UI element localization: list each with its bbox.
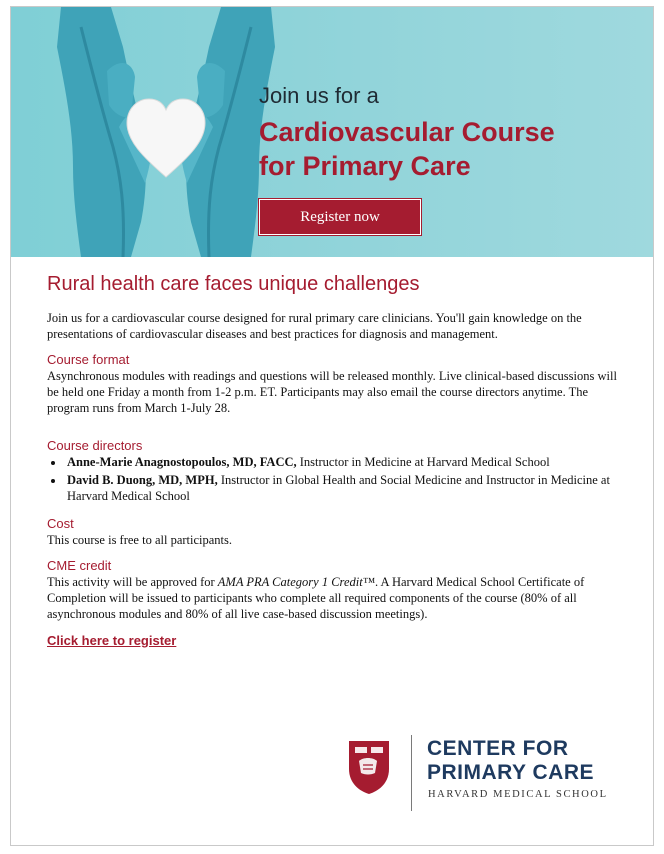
cost-body: This course is free to all participants. [47, 533, 233, 547]
cost-title: Cost [47, 516, 74, 531]
cme-body-post: . A Harvard Medical School Certificate of Completion will be issued to participants who complete all required components of the course (80% of all asynchronous modules and 80% of all live case-based discussion meetings). [47, 575, 585, 621]
cme-credit-name: AMA PRA Category 1 Credit™ [217, 575, 375, 589]
hero-title-line1: Cardiovascular Course [259, 117, 555, 147]
director-role: Instructor in Global Health and Social Medicine and Instructor in Medicine at Harvard Medical School [67, 473, 610, 503]
cme-body-pre: This activity will be approved for [47, 575, 218, 589]
hero-banner [11, 7, 653, 257]
director-name: Anne-Marie Anagnostopoulos, MD, FACC, [67, 455, 297, 469]
director-name: David B. Duong, MD, MPH, [67, 473, 218, 487]
register-now-button[interactable]: Register now [259, 199, 421, 235]
course-directors-title: Course directors [47, 438, 143, 453]
director-role: Instructor in Medicine at Harvard Medical School [296, 455, 550, 469]
intro-paragraph: Join us for a cardiovascular course designed for rural primary care clinicians. You'll gain knowledge on the presentations of cardiovascular diseases and best practices for diagnosis and management. [47, 311, 582, 341]
director-item [65, 454, 627, 470]
hero-text [259, 83, 555, 183]
gloved-hands-heart-image [51, 7, 281, 257]
main-content [47, 273, 627, 650]
hero-pre-title: Join us for a [259, 83, 379, 108]
course-directors-list [47, 454, 627, 504]
logo-line2: PRIMARY CARE [427, 761, 595, 784]
logo-line1: CENTER FOR [427, 737, 569, 760]
hero-title-line2: for Primary Care [259, 151, 471, 181]
section-heading: Rural health care faces unique challenges [47, 273, 420, 295]
cme-credit-body [47, 574, 627, 622]
register-link[interactable]: Click here to register [47, 633, 177, 648]
harvard-shield-icon [347, 739, 391, 795]
center-logo [347, 735, 637, 815]
logo-line3: HARVARD MEDICAL SCHOOL [428, 789, 608, 800]
director-item [65, 472, 627, 504]
logo-divider [411, 735, 412, 811]
cme-credit-title: CME credit [47, 558, 112, 573]
course-format-body: Asynchronous modules with readings and questions will be released monthly. Live clinical-based discussions will be held one Friday a month from 1-2 p.m. ET. Participants may also email the course directors anytime. The program runs from March 1-July 28. [47, 369, 617, 415]
flyer [10, 6, 654, 846]
course-format-title: Course format [47, 352, 130, 367]
